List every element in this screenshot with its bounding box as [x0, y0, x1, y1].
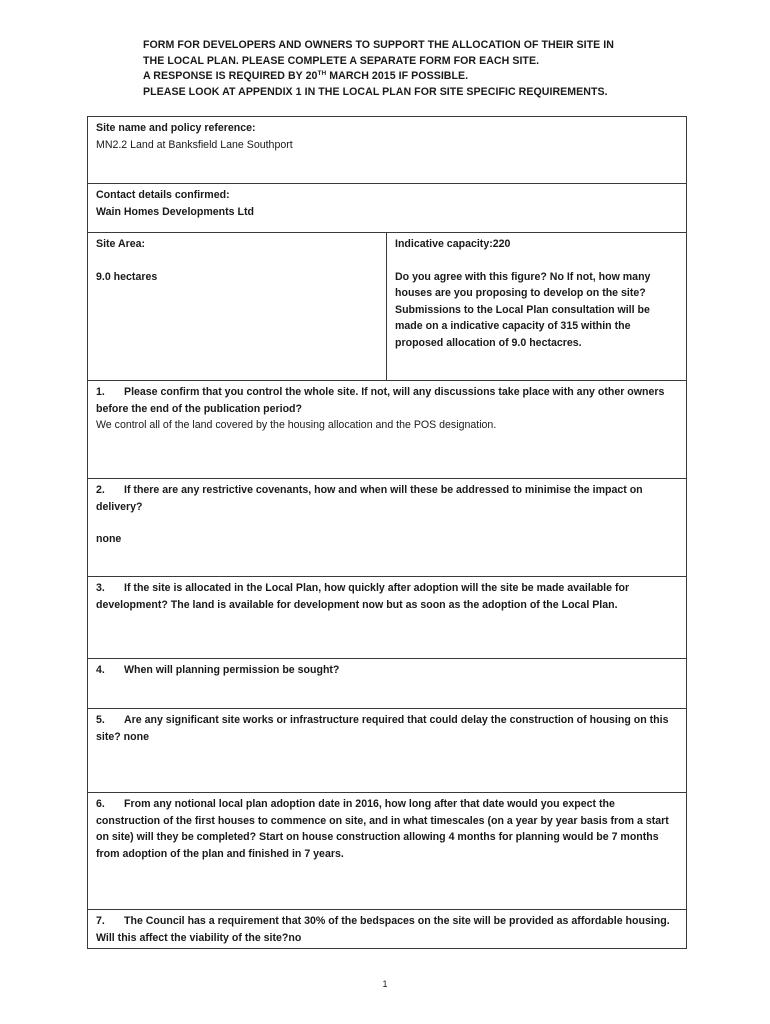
- form-header: [143, 38, 703, 100]
- question-row-3: [88, 577, 686, 659]
- question-number: 5.: [96, 714, 105, 726]
- capacity-cell: [387, 233, 686, 380]
- question-row-6: [88, 793, 686, 910]
- capacity-label: Indicative capacity:220: [395, 238, 511, 250]
- header-line-3-pre: A RESPONSE IS REQUIRED BY 20: [143, 70, 318, 82]
- question-answer: none: [96, 533, 122, 545]
- question-row-2: [88, 479, 686, 577]
- site-area-label: Site Area:: [96, 238, 146, 250]
- question-row-7: [88, 910, 686, 948]
- site-area-value: 9.0 hectares: [96, 270, 158, 283]
- question-row-4: [88, 659, 686, 709]
- header-line-3-post: MARCH 2015 IF POSSIBLE.: [326, 70, 469, 82]
- question-row-1: [88, 381, 686, 479]
- capacity-question: Do you agree with this figure? No If not, how many houses are you proposing to develop on the site? Submissions to the Local Plan consultation will be made on a indicative capacity of 315 within the proposed allocation of 9.0 hectacres.: [395, 270, 651, 349]
- question-number: 2.: [96, 484, 105, 496]
- question-text: The Council has a requirement that 30% of the bedspaces on the site will be provided as affordable housing. Will this affect the viability of the site?no: [96, 915, 670, 944]
- site-name-row: [88, 117, 686, 184]
- question-text: If the site is allocated in the Local Plan, how quickly after adoption will the site be made available for development? The land is available for development now but as soon as the adoption of the Local Plan.: [96, 582, 630, 611]
- question-number: 4.: [96, 664, 105, 676]
- question-text: Please confirm that you control the whole site. If not, will any discussions take place with any other owners before the end of the publication period?: [96, 386, 665, 415]
- page-number: 1: [382, 979, 388, 989]
- header-line-3-sup: TH: [317, 70, 327, 77]
- question-number: 3.: [96, 582, 105, 594]
- question-text: When will planning permission be sought?: [124, 664, 340, 676]
- site-area-cell: [88, 233, 387, 380]
- question-text: Are any significant site works or infrastructure required that could delay the construction of housing on this site? none: [96, 714, 669, 743]
- question-number: 1.: [96, 386, 105, 398]
- contact-label: Contact details confirmed:: [96, 189, 230, 201]
- question-answer: We control all of the land covered by the housing allocation and the POS designation.: [96, 419, 497, 431]
- question-row-5: [88, 709, 686, 793]
- contact-row: [88, 184, 686, 233]
- header-line-4: PLEASE LOOK AT APPENDIX 1 IN THE LOCAL PLAN FOR SITE SPECIFIC REQUIREMENTS.: [143, 85, 608, 98]
- site-area-row: [88, 233, 686, 381]
- site-form-table: [87, 116, 687, 949]
- question-number: 7.: [96, 915, 105, 927]
- site-name-label: Site name and policy reference:: [96, 122, 256, 134]
- contact-value: Wain Homes Developments Ltd: [96, 205, 254, 218]
- header-line-2: THE LOCAL PLAN. PLEASE COMPLETE A SEPARATE FORM FOR EACH SITE.: [143, 54, 540, 67]
- question-text: If there are any restrictive covenants, how and when will these be addressed to minimise the impact on delivery?: [96, 484, 643, 513]
- header-line-3: [143, 69, 703, 85]
- question-text: From any notional local plan adoption date in 2016, how long after that date would you expect the construction of the first houses to commence on site, and in what timescales (on a year by year basis from a start on site) will they be completed? Start on house construction allowing 4 months for planning would be 7 months from adoption of the plan and finished in 7 years.: [96, 798, 669, 860]
- question-number: 6.: [96, 798, 105, 810]
- header-line-1: FORM FOR DEVELOPERS AND OWNERS TO SUPPORT THE ALLOCATION OF THEIR SITE IN: [143, 39, 614, 51]
- site-name-value: MN2.2 Land at Banksfield Lane Southport: [96, 138, 293, 151]
